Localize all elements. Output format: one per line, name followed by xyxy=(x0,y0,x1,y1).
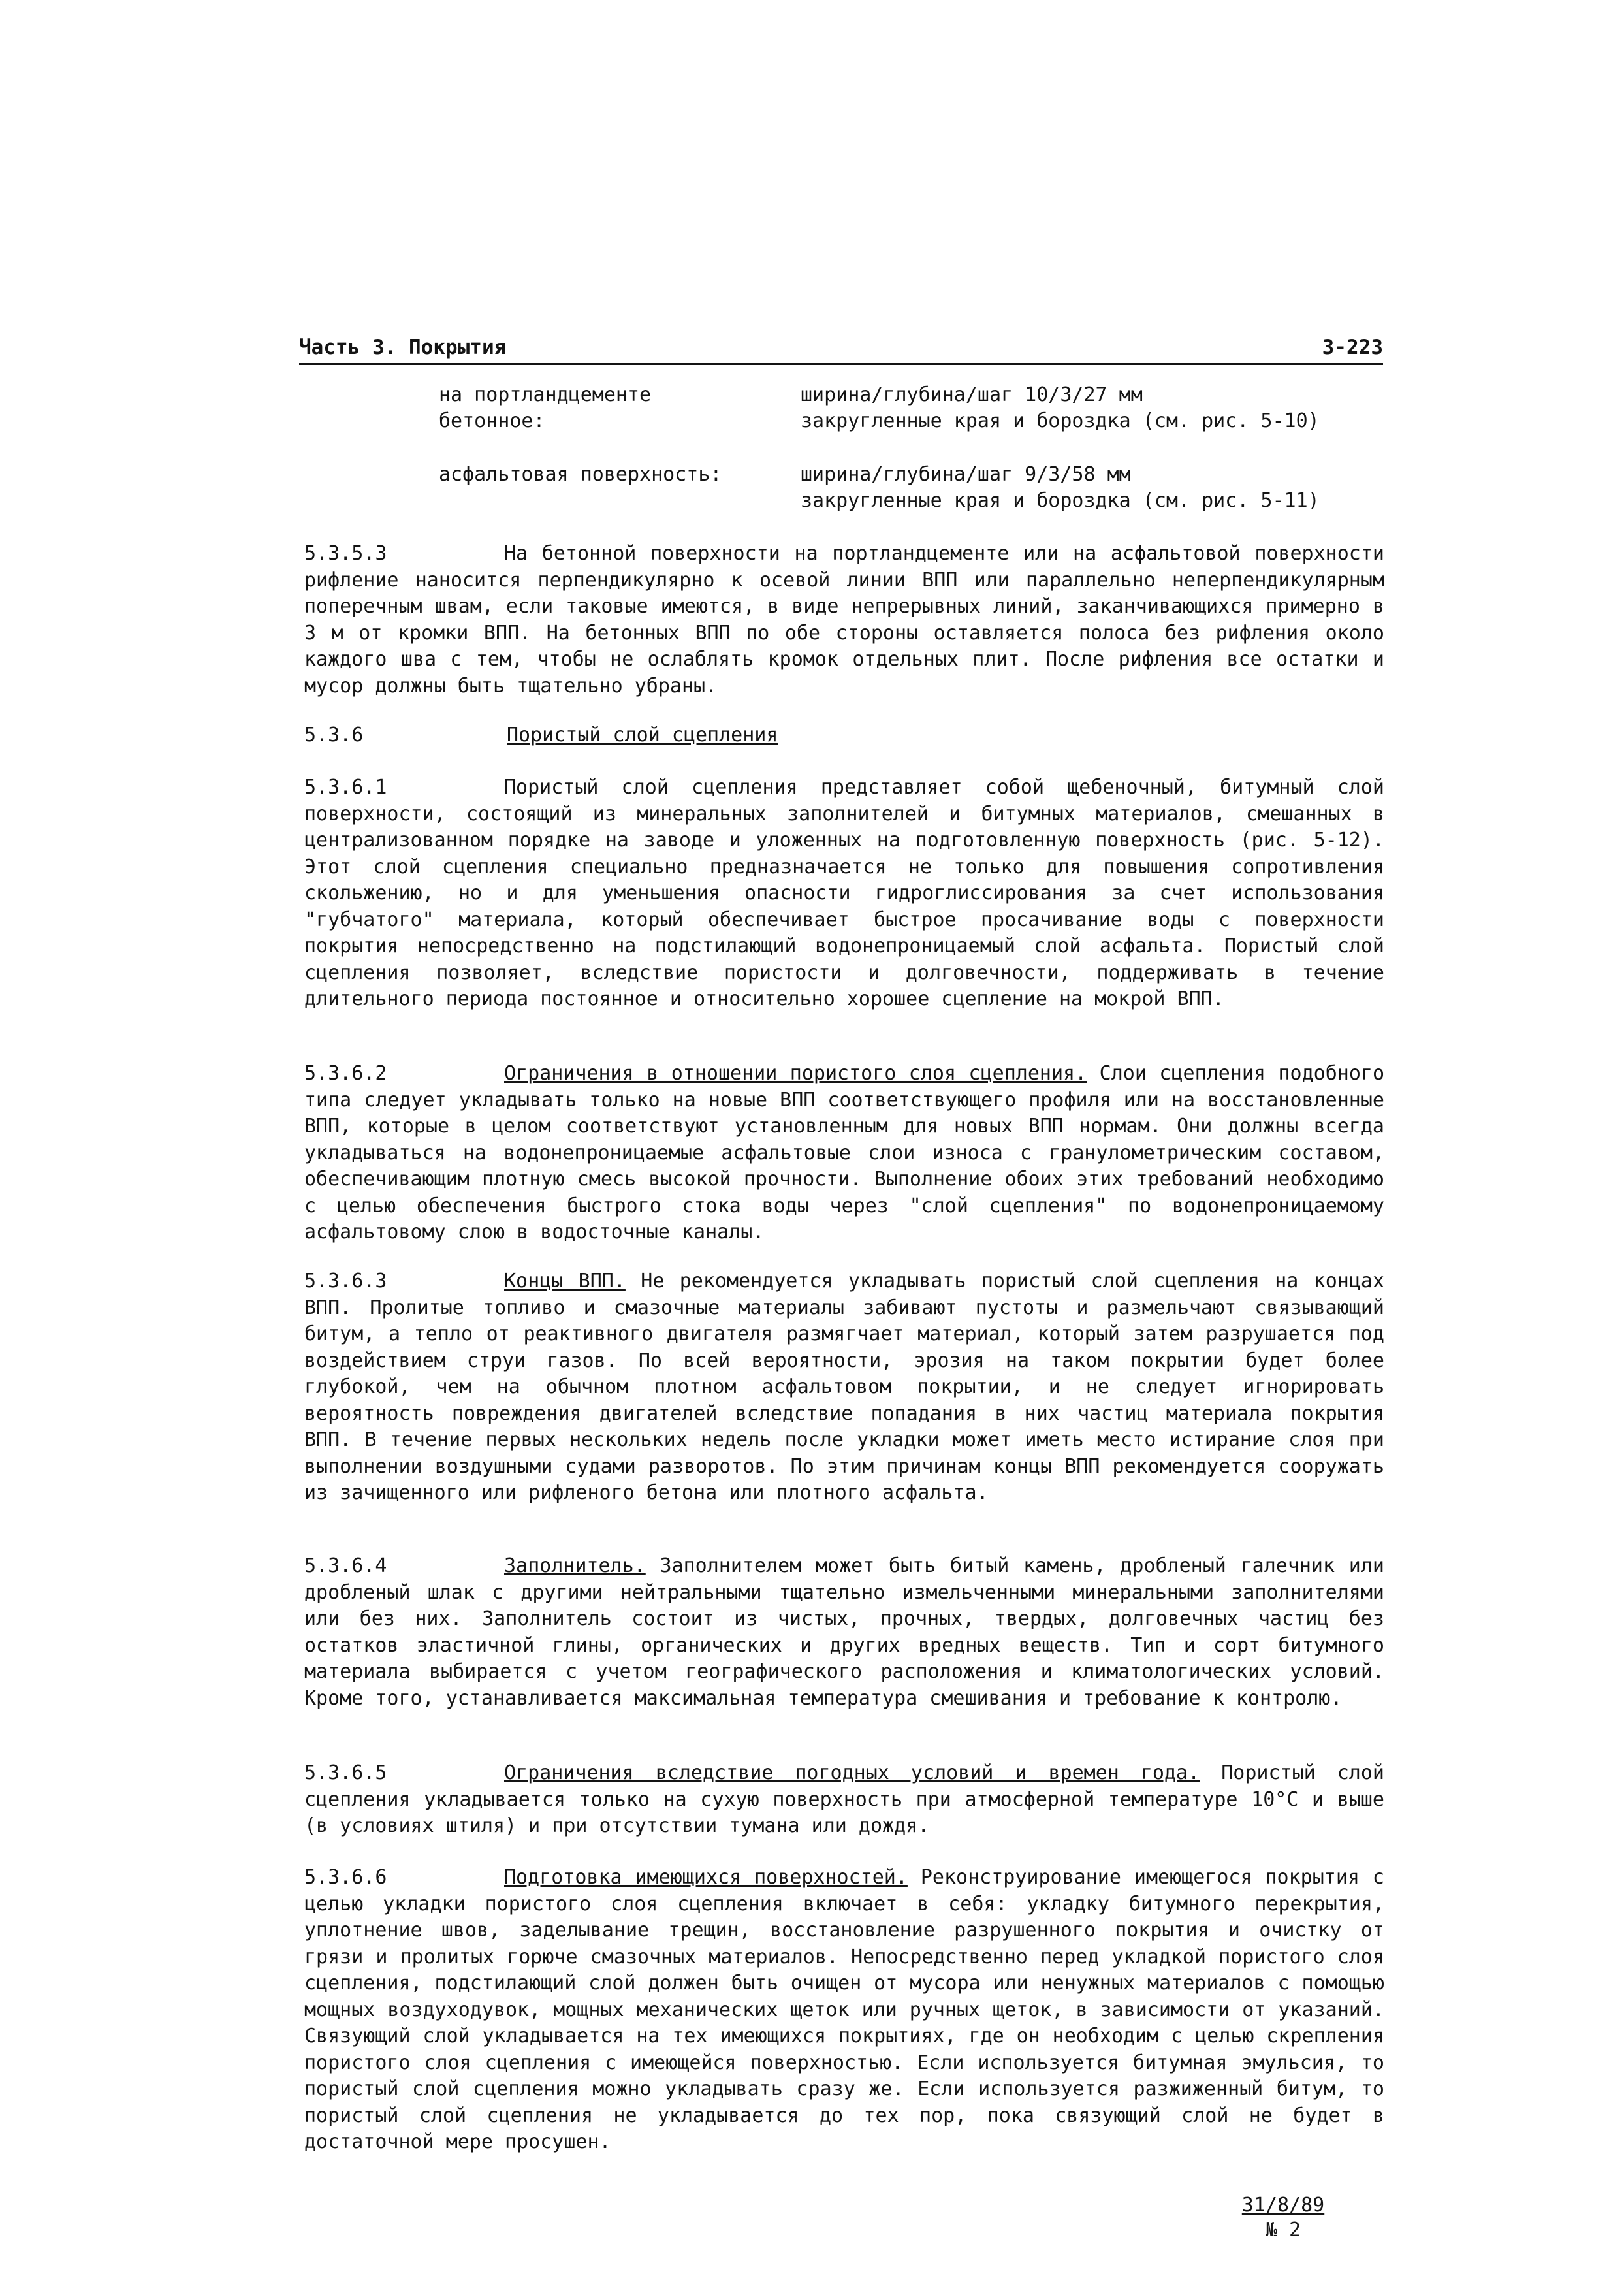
paragraph-title: Ограничения вследствие погодных условий и времен года. xyxy=(504,1761,1200,1784)
spec-asphalt-label xyxy=(439,462,722,488)
spec-label-line: на портландцементе xyxy=(439,383,652,406)
paragraph-text: Пористый слой сцепления укладывается только на сухую поверхность при атмосферной температуре 10°С и выше (в условиях штиля) и при отсутствии тумана или дождя. xyxy=(304,1761,1384,1837)
section-number: 5.3.6.2 xyxy=(304,1062,387,1085)
section-number: 5.3.6.3 xyxy=(304,1270,387,1292)
footer-amendment-number: № 2 xyxy=(1265,2219,1301,2241)
section-5-3-6-2 xyxy=(304,1061,1384,1246)
paragraph-text: Реконструирование имеющегося покрытия с целью укладки пористого слоя сцепления включает в себя: укладку битумного перекрытия, уплотнение швов, заделывание трещин, восстановление разрушенного покрытия и очистку от грязи и пролитых горюче смазочных материалов. Непосредственно перед укладкой пористого слоя сцепления, подстилающий слой должен быть очищен от мусора или ненужных материалов с помощью мощных воздуходувок, мощных механических щеток или ручных щеток, в зависимости от указаний. Связующий слой укладывается на тех имеющихся покрытиях, где он необходим с целью скрепления пористого слоя сцепления с имеющейся поверхностью. Если используется битумная эмульсия, то пористый слой сцепления можно укладывать сразу же. Если используется разжиженный битум, то пористый слой сцепления не укладывается до тех пор, пока связующий слой не будет в достаточной мере просушен. xyxy=(304,1866,1384,2153)
paragraph-text: Пористый слой сцепления представляет собой щебеночный, битумный слой поверхности, состоящий из минеральных заполнителей и битумных материалов, смешанных в централизованном порядке на заводе и уложенных на подготовленную поверхность (рис. 5-12). Этот слой сцепления специально предназначается не только для повышения сопротивления скольжению, но и для уменьшения опасности гидроглиссирования за счет использования "губчатого" материала, который обеспечивает быстрое просачивание воды с поверхности покрытия непосредственно на подстилающий водонепроницаемый слой асфальта. Пористый слой сцепления позволяет, вследствие пористости и долговечности, поддерживать в течение длительного периода постоянное и относительно хорошее сцепление на мокрой ВПП. xyxy=(304,776,1384,1010)
section-5-3-6-4 xyxy=(304,1553,1384,1712)
spec-asphalt-values xyxy=(801,462,1320,514)
paragraph-title: Заполнитель. xyxy=(504,1554,646,1577)
section-5-3-5-3 xyxy=(304,541,1384,699)
section-number: 5.3.6.5 xyxy=(304,1761,387,1784)
footer-date: 31/8/89 xyxy=(1241,2194,1325,2217)
spec-concrete-values xyxy=(801,382,1320,434)
paragraph-text: На бетонной поверхности на портландцементе или на асфальтовой поверхности рифление наносится перпендикулярно к осевой линии ВПП или параллельно неперпендикулярным поперечным швам, если таковые имеются, в виде непрерывных линий, заканчивающихся примерно в 3 м от кромки ВПП. На бетонных ВПП по обе стороны оставляется полоса без рифления около каждого шва с тем, чтобы не ослаблять кромок отдельных плит. После рифления все остатки и мусор должны быть тщательно убраны. xyxy=(304,542,1384,698)
section-number: 5.3.6.4 xyxy=(304,1554,387,1577)
section-number: 5.3.5.3 xyxy=(304,542,387,565)
section-5-3-6-1 xyxy=(304,775,1384,1013)
page-header xyxy=(299,333,1383,365)
spec-value-line: ширина/глубина/шаг 10/3/27 мм xyxy=(801,383,1143,406)
page-footer xyxy=(1237,2193,1329,2243)
header-page-number: 3-223 xyxy=(1322,336,1383,359)
paragraph-title: Подготовка имеющихся поверхностей. xyxy=(504,1866,908,1889)
spec-value-line: ширина/глубина/шаг 9/3/58 мм xyxy=(801,463,1131,486)
paragraph-text: Заполнителем может быть битый камень, дробленый галечник или дробленый шлак с другими нейтральными тщательно измельченными минеральными заполнителями или без них. Заполнитель состоит из чистых, прочных, твердых, долговечных частиц без остатков эластичной глины, органических и других вредных веществ. Тип и сорт битумного материала выбирается с учетом географического расположения и климатологических условий. Кроме того, устанавливается максимальная температура смешивания и требование к контролю. xyxy=(304,1554,1384,1710)
spec-label-line: асфальтовая поверхность: xyxy=(439,463,722,486)
paragraph-text: Не рекомендуется укладывать пористый слой сцепления на концах ВПП. Пролитые топливо и смазочные материалы забивают пустоты и размельчают связывающий битум, а тепло от реактивного двигателя размягчает материал, который затем разрушается под воздействием струи газов. По всей вероятности, эрозия на таком покрытии будет более глубокой, чем на обычном плотном асфальтовом покрытии, и не следует игнорировать вероятность повреждения двигателей вследствие попадания в них частиц материала покрытия ВПП. В течение первых нескольких недель после укладки может иметь место истирание слоя при выполнении воздушными судами разворотов. По этим причинам концы ВПП рекомендуется сооружать из зачищенного или рифленого бетона или плотного асфальта. xyxy=(304,1270,1384,1504)
paragraph-title: Концы ВПП. xyxy=(504,1270,626,1292)
spec-value-line: закругленные края и бороздка (см. рис. 5-10) xyxy=(801,409,1320,432)
paragraph-text: Слои сцепления подобного типа следует укладывать только на новые ВПП соответствующего профиля или на восстановленные ВПП, которые в целом соответствуют установленным для новых ВПП нормам. Они должны всегда укладываться на водонепроницаемые асфальтовые слои износа с гранулометрическим составом, обеспечивающим плотную смесь высокой прочности. Выполнение обоих этих требований необходимо с целью обеспечения быстрого стока воды через "слой сцепления" по водонепроницаемому асфальтовому слою в водосточные каналы. xyxy=(304,1062,1385,1244)
section-5-3-6-6 xyxy=(304,1865,1384,2156)
spec-concrete-label xyxy=(439,382,651,434)
spec-value-line: закругленные края и бороздка (см. рис. 5-11) xyxy=(801,489,1320,512)
section-number: 5.3.6 xyxy=(304,724,364,746)
header-part-title: Часть 3. Покрытия xyxy=(299,336,507,359)
section-number: 5.3.6.1 xyxy=(304,776,387,799)
spec-label-line: бетонное: xyxy=(439,409,545,432)
section-5-3-6-5 xyxy=(304,1760,1384,1840)
paragraph-title: Ограничения в отношении пористого слоя сцепления. xyxy=(504,1062,1087,1085)
section-5-3-6-3 xyxy=(304,1268,1384,1507)
section-number: 5.3.6.6 xyxy=(304,1866,387,1889)
section-heading: Пористый слой сцепления xyxy=(507,724,778,746)
